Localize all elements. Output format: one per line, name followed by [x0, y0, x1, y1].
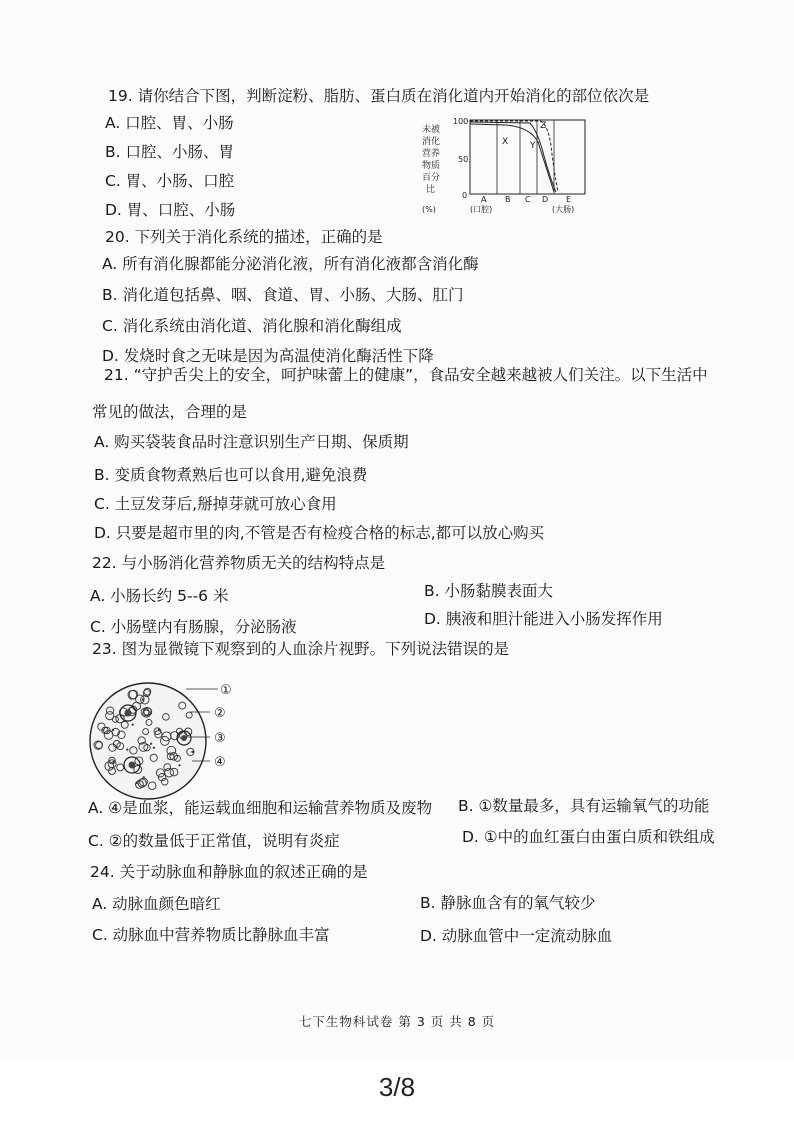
- platelet: [178, 764, 180, 766]
- chart-ylabel-3: 营养: [422, 149, 441, 159]
- platelet: [112, 761, 114, 763]
- q19-option-a: A. 口腔、胃、小肠: [105, 114, 234, 132]
- q21-option-b: B. 变质食物煮熟后也可以食用,避免浪费: [94, 466, 368, 484]
- chart-ylabel-1: 未被: [422, 125, 441, 135]
- platelet: [112, 729, 114, 731]
- page-indicator: 3/8: [378, 1072, 416, 1102]
- blood-smear-figure: [86, 676, 244, 806]
- smear-label-3: ③: [214, 731, 226, 746]
- curve-x: [470, 124, 554, 192]
- chart-ytick-100: 100: [453, 117, 469, 126]
- smear-label-4: ④: [214, 755, 226, 770]
- q24-option-b: B. 静脉血含有的氧气较少: [420, 894, 596, 912]
- q21-stem-line1: 21. “守护舌尖上的安全，呵护味蕾上的健康”，食品安全越来越被人们关注。以下生活中: [104, 366, 708, 384]
- q21-option-c: C. 土豆发芽后,掰掉芽就可放心食用: [94, 495, 337, 513]
- chart-xtick-b: B: [505, 195, 511, 204]
- q22-option-a: A. 小肠长约 5--6 米: [90, 587, 229, 605]
- smear-label-2: ②: [214, 706, 226, 721]
- q20-option-b: B. 消化道包括鼻、咽、食道、胃、小肠、大肠、肛门: [102, 286, 464, 304]
- q23-stem: 23. 图为显微镜下观察到的人血涂片视野。下列说法错误的是: [92, 640, 510, 658]
- q19-option-c: C. 胃、小肠、口腔: [105, 172, 235, 190]
- chart-xtick-d: D: [542, 195, 549, 204]
- chart-unit: (%): [422, 205, 436, 214]
- q20-option-c: C. 消化系统由消化道、消化腺和消化酶组成: [102, 317, 402, 335]
- q23-option-d: D. ①中的血红蛋白由蛋白质和铁组成: [462, 828, 715, 846]
- platelet: [153, 747, 155, 749]
- q22-option-d: D. 胰液和胆汁能进入小肠发挥作用: [424, 610, 663, 628]
- chart-xtick-a: A: [481, 195, 487, 204]
- microscope-field: [90, 683, 206, 799]
- smear-label-1: ①: [220, 683, 232, 698]
- q24-option-d: D. 动脉血管中一定流动脉血: [420, 927, 613, 945]
- q23-option-b: B. ①数量最多，具有运输氧气的功能: [458, 797, 710, 815]
- chart-x-large-intestine: (大肠): [552, 205, 575, 214]
- page-footer: 七下生物科试卷 第 3 页 共 8 页: [298, 1014, 496, 1029]
- q24-option-a: A. 动脉血颜色暗红: [92, 895, 221, 913]
- q20-option-d: D. 发烧时食之无味是因为高温使消化酶活性下降: [102, 347, 434, 365]
- curve-label-x: X: [502, 137, 509, 147]
- chart-ytick-50: 50: [458, 155, 469, 164]
- platelet: [142, 699, 144, 701]
- q21-option-a: A. 购买袋装食品时注意识别生产日期、保质期: [94, 433, 409, 451]
- q19-option-b: B. 口腔、小肠、胃: [105, 143, 234, 161]
- chart-ylabel-4: 物质: [422, 161, 441, 171]
- chart-ylabel-5: 百分: [422, 173, 441, 183]
- q22-stem: 22. 与小肠消化营养物质无关的结构特点是: [92, 554, 386, 572]
- platelet: [158, 728, 160, 730]
- curve-label-z: Z: [540, 121, 547, 131]
- platelet: [136, 782, 138, 784]
- chart-ylabel: [422, 123, 440, 214]
- chart-xtick-c: C: [525, 195, 531, 204]
- platelet: [191, 751, 193, 753]
- chart-ytick-0: 0: [462, 191, 468, 200]
- platelet: [143, 776, 145, 778]
- chart-ylabel-6: 比: [426, 185, 436, 195]
- curve-z: [470, 121, 558, 192]
- q21-option-d: D. 只要是超市里的肉,不管是否有检疫合格的标志,都可以放心购买: [94, 524, 545, 542]
- q22-option-b: B. 小肠黏膜表面大: [424, 582, 553, 600]
- q24-stem: 24. 关于动脉血和静脉血的叙述正确的是: [90, 863, 368, 881]
- chart-xtick-e: E: [566, 195, 572, 204]
- q21-stem-line2: 常见的做法，合理的是: [92, 403, 248, 421]
- platelet: [150, 743, 152, 745]
- q22-option-c: C. 小肠壁内有肠腺，分泌肠液: [90, 618, 297, 636]
- q23-option-c: C. ②的数量低于正常值，说明有炎症: [88, 832, 340, 850]
- digestion-chart: [420, 112, 592, 218]
- q19-option-d: D. 胃、口腔、小肠: [105, 201, 236, 219]
- q19-stem: 19. 请你结合下图，判断淀粉、脂肪、蛋白质在消化道内开始消化的部位依次是: [108, 87, 650, 105]
- q24-option-c: C. 动脉血中营养物质比静脉血丰富: [92, 926, 330, 944]
- curve-label-y: Y: [530, 141, 536, 151]
- platelet: [126, 748, 128, 750]
- q23-option-a: A. ④是血浆，能运载血细胞和运输营养物质及废物: [88, 799, 433, 817]
- chart-x-mouth: (口腔): [470, 205, 493, 214]
- q20-stem: 20. 下列关于消化系统的描述，正确的是: [105, 228, 383, 246]
- q20-option-a: A. 所有消化腺都能分泌消化液，所有消化液都含消化酶: [102, 255, 479, 273]
- chart-ylabel-2: 消化: [422, 137, 441, 147]
- platelet: [132, 724, 134, 726]
